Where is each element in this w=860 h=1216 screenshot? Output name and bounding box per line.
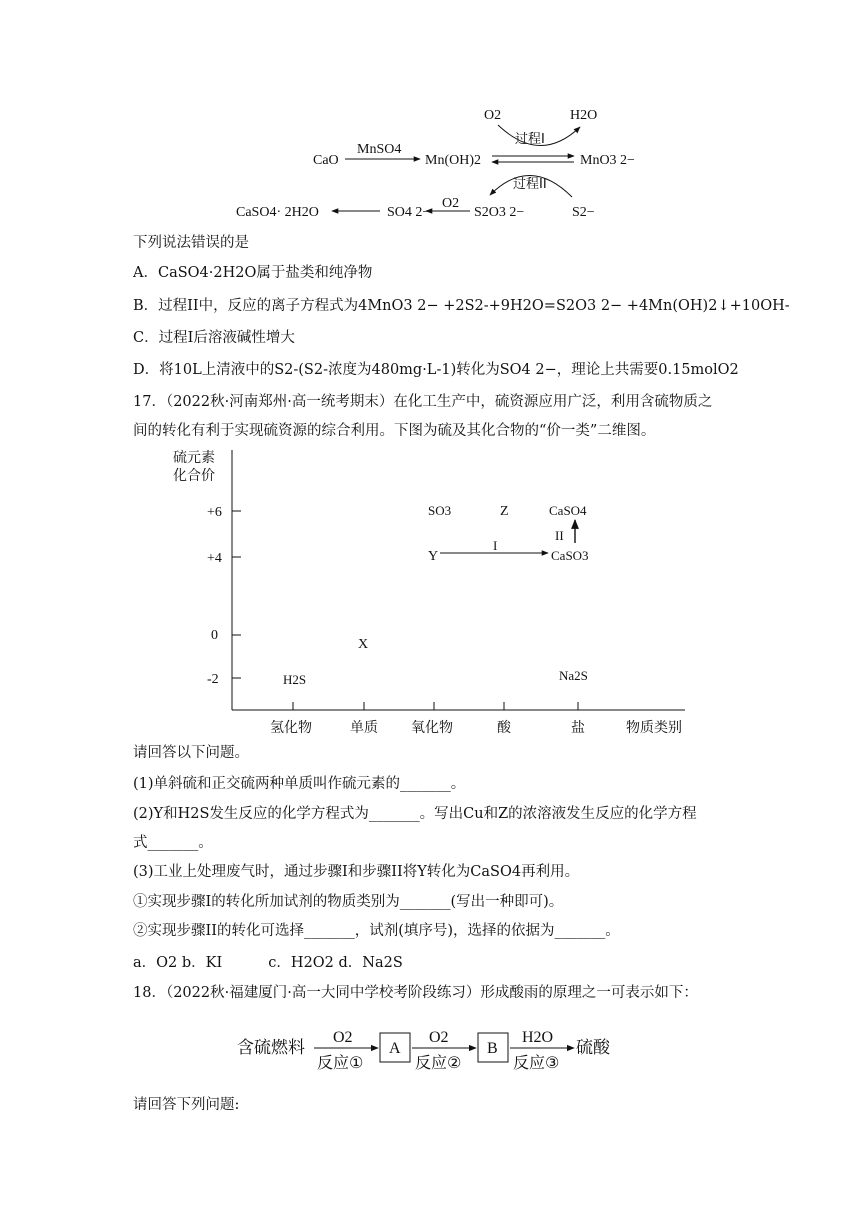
flow-end: 硫酸 <box>576 1038 610 1058</box>
step2-label: II <box>555 528 564 543</box>
q17-sub3: (3)工业上处理废气时，通过步骤I和步骤II将Y转化为CaSO4再利用。 <box>133 864 580 880</box>
s2-label: S2− <box>572 205 595 220</box>
flow-reagent3: H2O <box>522 1029 554 1046</box>
h2o-top-label: H2O <box>570 108 598 123</box>
manganese-cycle-diagram <box>0 95 860 325</box>
ytick-plus6: +6 <box>207 505 222 520</box>
xtick-oxide: 氧化物 <box>411 720 453 736</box>
q17-intro-line1: 17．（2022秋·河南郑州·高一统考期末）在化工生产中，硫资源应用广泛，利用含硫物质之 <box>133 394 713 410</box>
caso4-2h2o-label: CaSO4· 2H2O <box>236 205 319 220</box>
flow-reaction2: 反应② <box>415 1053 462 1072</box>
mnoh2-label: Mn(OH)2 <box>425 153 481 168</box>
xtick-element: 单质 <box>350 720 378 736</box>
acid-rain-flow-diagram <box>0 1022 860 1082</box>
mnso4-label: MnSO4 <box>357 142 402 157</box>
x-ticks <box>293 702 578 710</box>
chart-ylabel-line1: 硫元素 <box>173 450 215 466</box>
process1-label: 过程I <box>515 132 545 147</box>
ytick-minus2: -2 <box>207 672 219 687</box>
q17-sub1: (1)单斜硫和正交硫两种单质叫作硫元素的_______。 <box>133 776 466 792</box>
q18-intro: 18．（2022秋·福建厦门·高一大同中学校考阶段练习）形成酸雨的原理之一可表示如下： <box>133 985 698 1001</box>
s2o3-label: S2O3 2− <box>474 205 525 220</box>
q17-sub2-line2: 式_______。 <box>133 835 213 851</box>
y-ticks <box>232 511 241 678</box>
q16-option-d: D．将10L上清液中的S2-(S2-浓度为480mg·L-1)转化为SO4 2−，理论上共需要0.15molO2 <box>133 362 739 378</box>
point-z: Z <box>500 504 509 519</box>
xtick-salt: 盐 <box>571 720 585 736</box>
xtick-hydride: 氢化物 <box>270 720 312 736</box>
ytick-plus4: +4 <box>207 551 222 566</box>
point-caso3: CaSO3 <box>551 548 589 563</box>
sulfur-valence-chart <box>0 440 860 740</box>
flow-start: 含硫燃料 <box>237 1038 305 1058</box>
q17-sub3-2: ②实现步骤II的转化可选择_______，试剂(填序号)，选择的依据为_______。 <box>133 923 620 939</box>
q16-stem: 下列说法错误的是 <box>133 235 249 251</box>
xtick-acid: 酸 <box>497 720 511 736</box>
q16-option-a: A．CaSO4·2H2O属于盐类和纯净物 <box>133 265 373 281</box>
step1-label: I <box>493 538 498 553</box>
process2-label: 过程II <box>513 177 547 192</box>
q16-option-c: C．过程I后溶液碱性增大 <box>133 330 295 346</box>
chart-ylabel-line2: 化合价 <box>173 468 215 484</box>
so4-label: SO4 2− <box>387 205 431 220</box>
xtick-category: 物质类别 <box>626 720 682 736</box>
point-caso4: CaSO4 <box>549 503 587 518</box>
point-x: X <box>358 637 369 652</box>
q16-option-b: B．过程II中，反应的离子方程式为4MnO3 2− +2S2-+9H2O=S2O3 2− +4Mn(OH)2↓+10OH- <box>133 298 790 314</box>
flow-box-a-label: A <box>389 1040 401 1057</box>
ytick-0: 0 <box>211 628 218 643</box>
point-h2s: H2S <box>283 672 307 687</box>
point-so3: SO3 <box>428 503 452 518</box>
q17-choices: a．O2 b．KI c．H2O2 d．Na2S <box>133 955 403 971</box>
o2-bottom-label: O2 <box>442 196 460 211</box>
q17-answer-prompt: 请回答以下问题。 <box>133 745 249 761</box>
mno3-label: MnO3 2− <box>580 153 635 168</box>
point-y: Y <box>428 549 439 564</box>
flow-box-b-label: B <box>487 1040 498 1057</box>
flow-reagent1: O2 <box>333 1029 353 1046</box>
q17-sub3-1: ①实现步骤I的转化所加试剂的物质类别为_______(写出一种即可)。 <box>133 894 564 910</box>
q18-prompt: 请回答下列问题: <box>133 1097 240 1113</box>
cao-label: CaO <box>313 153 339 168</box>
flow-reaction1: 反应① <box>317 1053 364 1072</box>
flow-reaction3: 反应③ <box>513 1053 560 1072</box>
o2-top-label: O2 <box>484 108 502 123</box>
q17-intro-line2: 间的转化有利于实现硫资源的综合利用。下图为硫及其化合物的“价一类”二维图。 <box>133 423 656 439</box>
flow-reagent2: O2 <box>429 1029 449 1046</box>
q17-sub2-line1: (2)Y和H2S发生反应的化学方程式为_______。写出Cu和Z的浓溶液发生反应的化学方程 <box>133 806 697 822</box>
point-na2s: Na2S <box>559 668 588 683</box>
